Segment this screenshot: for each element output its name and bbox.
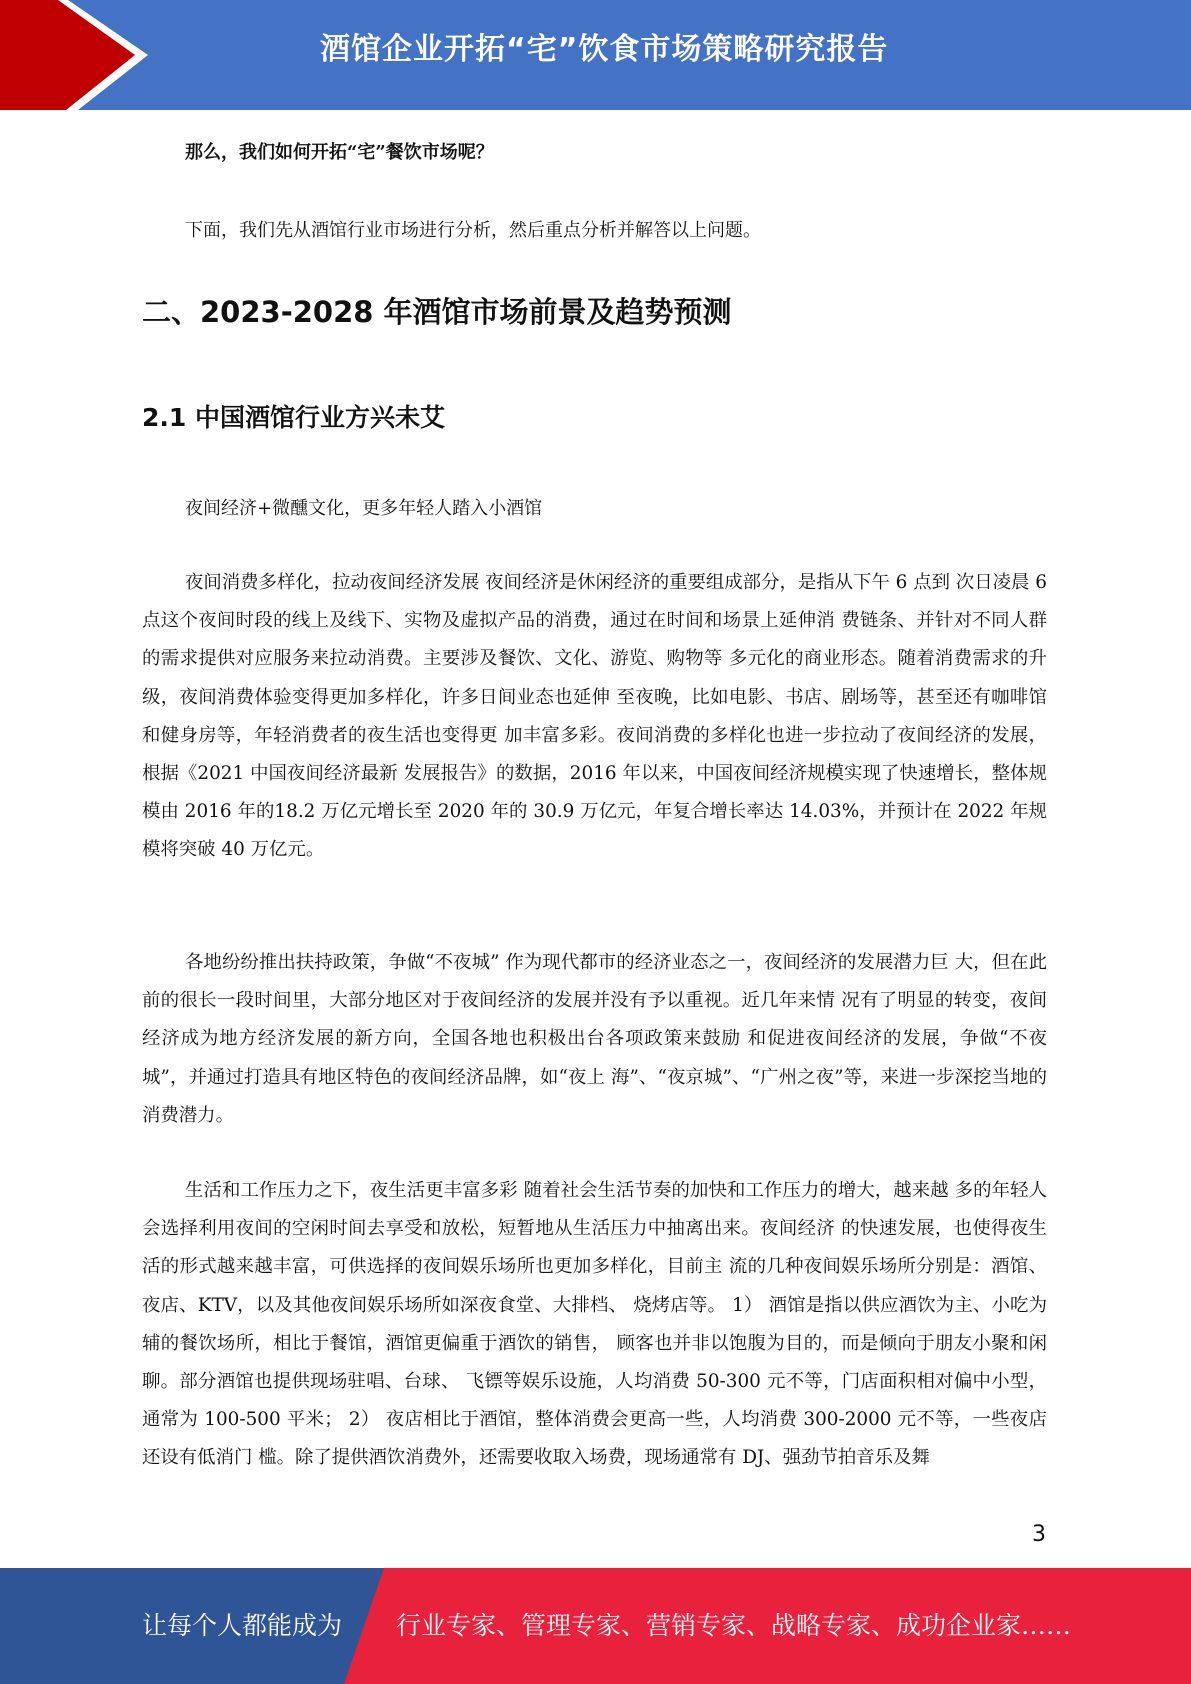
paragraph-policy-support: 各地纷纷推出扶持政策，争做“不夜城” 作为现代都市的经济业态之一，夜间经济的发展潜力巨 大，但在此前的很长一段时间里，大部分地区对于夜间经济的发展并没有予以重视。近几年来情 况有了明显的转变，夜间经济成为地方经济发展的新方向，全国各地也积极出台各项政策来鼓励 和促进夜间经济的发展，争做“不夜城”，并通过打造具有地区特色的夜间经济品牌，如“夜上 海”、“夜京城”、“广州之夜”等，来进一步深挖当地的消费潜力。 xyxy=(142,952,1047,1126)
paragraph-nightlife: 生活和工作压力之下，夜生活更丰富多彩 随着社会生活节奏的加快和工作压力的增大，越来越 多的年轻人会选择利用夜间的空闲时间去享受和放松，短暂地从生活压力中抽离出来。夜间经济 的快速发展，也使得夜生活的形式越来越丰富，可供选择的夜间娱乐场所也更加多样化，目前主 流的几种夜间娱乐场所分别是：酒馆、夜店、KTV，以及其他夜间娱乐场所如深夜食堂、大排档、 烧烤店等。 1） 酒馆是指以供应酒饮为主、小吃为辅的餐饮场所，相比于餐馆，酒馆更偏重于酒饮的销售， 顾客也并非以饱腹为目的，而是倾向于朋友小聚和闲聊。部分酒馆也提供现场驻唱、台球、 飞镖等娱乐设施，人均消费 50-300 元不等，门店面积相对偏中小型，通常为 100-500 平米； 2） 夜店相比于酒馆，整体消费会更高一些，人均消费 300-2000 元不等，一些夜店还设有低消门 槛。除了提供酒饮消费外，还需要收取入场费，现场通常有 DJ、强劲节拍音乐及舞 xyxy=(142,1180,1047,1469)
header-title: 酒馆企业开拓“宅”饮食市场策略研究报告 xyxy=(320,32,889,67)
footer-slogan-right: 行业专家、管理专家、营销专家、战略专家、成功企业家…… xyxy=(396,1611,1072,1640)
page-number: 3 xyxy=(1032,1522,1046,1547)
header-red-chevron xyxy=(0,0,160,110)
footer-slogan-left: 让每个人都能成为 xyxy=(142,1611,343,1640)
page-footer xyxy=(0,1568,1191,1684)
section-heading: 二、2023-2028 年酒馆市场前景及趋势预测 xyxy=(142,295,732,329)
page-header xyxy=(0,0,1191,110)
subsection-heading: 2.1 中国酒馆行业方兴未艾 xyxy=(142,403,445,432)
lead-question: 那么，我们如何开拓“宅”餐饮市场呢？ xyxy=(185,142,494,163)
paragraph-night-consumption: 夜间消费多样化，拉动夜间经济发展 夜间经济是休闲经济的重要组成部分，是指从下午 6 点到 次日凌晨 6 点这个夜间时段的线上及线下、实物及虚拟产品的消费，通过在时间和场景上延伸消 费链条、并针对不同人群的需求提供对应服务来拉动消费。主要涉及餐饮、文化、游览、购物等 多元化的商业形态。随着消费需求的升级，夜间消费体验变得更加多样化，许多日间业态也延伸 至夜晚，比如电影、书店、剧场等，甚至还有咖啡馆和健身房等，年轻消费者的夜生活也变得更 加丰富多彩。夜间消费的多样化也进一步拉动了夜间经济的发展，根据《2021 中国夜间经济最新 发展报告》的数据，2016 年以来，中国夜间经济规模实现了快速增长，整体规模由 2016 年的18.2 万亿元增长至 2020 年的 30.9 万亿元，年复合增长率达 14.03%，并预计在 2022 年规模将突破 40 万亿元。 xyxy=(142,572,1047,861)
subtitle-line: 夜间经济+微醺文化，更多年轻人踏入小酒馆 xyxy=(185,498,543,519)
intro-paragraph: 下面，我们先从酒馆行业市场进行分析，然后重点分析并解答以上问题。 xyxy=(185,220,761,241)
